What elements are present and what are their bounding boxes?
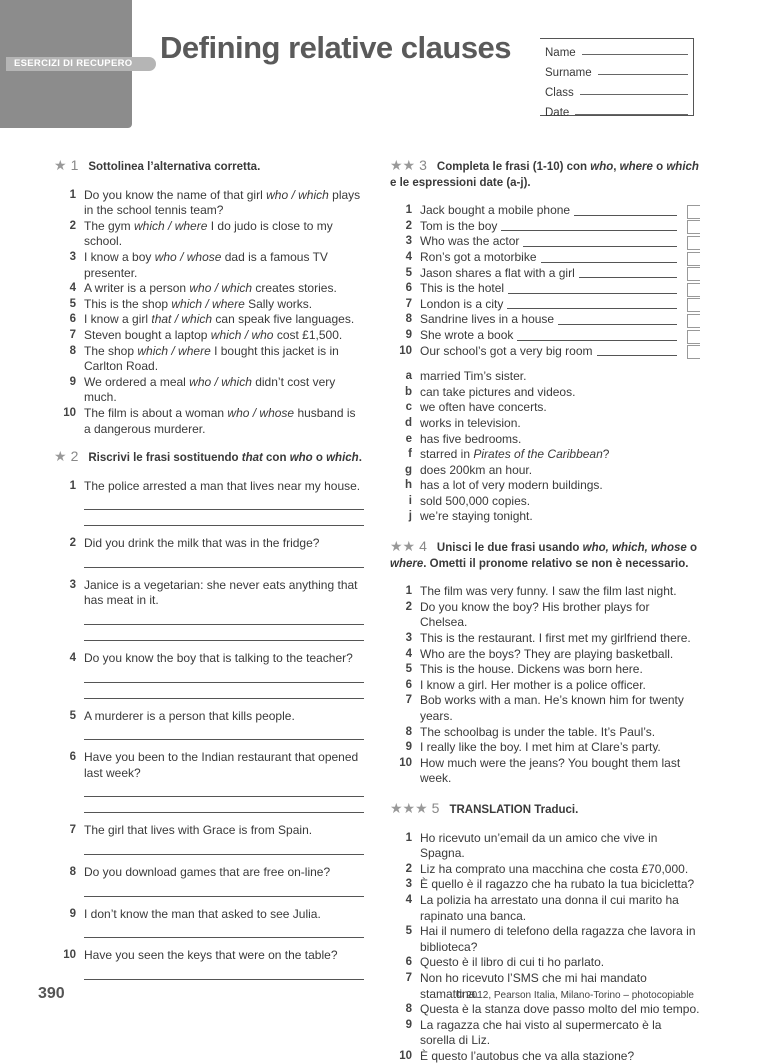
item-text: Questa è la stanza dove passo molto del mio tempo.	[420, 1002, 700, 1017]
exercise-2-item	[54, 651, 364, 667]
answer-line[interactable]	[597, 355, 677, 356]
item-number: 3	[69, 250, 76, 263]
item-number: 4	[405, 250, 412, 263]
item-text: I really like the boy. I met him at Clare’s party.	[420, 740, 661, 755]
item-number: 7	[405, 297, 412, 310]
exercise-3-item	[390, 203, 700, 219]
exercise-5-item	[390, 924, 700, 955]
exercise-2-item	[54, 907, 364, 923]
answer-box[interactable]	[687, 205, 700, 219]
answer-line[interactable]	[84, 964, 364, 980]
item-text: I know a boy who / whose dad is a famous TV presenter.	[84, 249, 328, 280]
item-number: 3	[405, 235, 412, 248]
item-number: 3	[69, 578, 76, 591]
item-text: does 200km an hour.	[420, 462, 533, 477]
item-number: i	[408, 494, 412, 507]
answer-line[interactable]	[579, 277, 677, 278]
answer-box[interactable]	[687, 267, 700, 281]
item-number: 9	[405, 328, 412, 341]
exercise-1-item	[54, 250, 364, 281]
item-number: 7	[69, 824, 76, 837]
item-spacer	[54, 813, 364, 823]
answer-box[interactable]	[687, 298, 700, 312]
exercise-5-heading: ★★★ 5 TRANSLATION Traduci.	[390, 799, 579, 816]
item-text: A writer is a person who / which creates stories.	[84, 281, 337, 296]
item-number: 3	[405, 878, 412, 891]
item-spacer	[54, 938, 364, 948]
item-number: 5	[405, 925, 412, 938]
item-text: This is the restaurant. I first met my girlfriend there.	[420, 631, 691, 646]
item-number: 4	[69, 652, 76, 665]
item-number: b	[404, 385, 412, 398]
item-text: A murderer is a person that kills people.	[84, 708, 295, 723]
item-text: Liz ha comprato una macchina che costa £70,000.	[420, 861, 689, 876]
exercise-4-item	[390, 631, 700, 647]
item-number: 6	[405, 678, 412, 691]
item-spacer	[54, 897, 364, 907]
item-number: 10	[399, 756, 412, 769]
exercise-2-item	[54, 865, 364, 881]
item-number: 4	[405, 647, 412, 660]
item-text: La ragazza che hai visto al supermercato è la sorella di Liz.	[420, 1017, 662, 1048]
item-text: The police arrested a man that lives near my house.	[84, 478, 361, 493]
answer-line[interactable]	[84, 510, 364, 526]
exercise-3-item	[390, 250, 700, 266]
answer-line[interactable]	[84, 781, 364, 797]
exercise-1-item	[54, 344, 364, 375]
item-number: 2	[405, 219, 412, 232]
exercise-2-item	[54, 578, 364, 609]
exercise-2-list	[54, 479, 364, 990]
item-text: Do you know the boy? His brother plays for Chelsea.	[420, 599, 650, 630]
exercise-5-item	[390, 1018, 700, 1049]
answer-line[interactable]	[501, 230, 677, 231]
exercise-1-item	[54, 188, 364, 219]
item-number: 2	[69, 219, 76, 232]
item-text: È questo l’autobus che va alla stazione?	[420, 1048, 635, 1063]
exercise-3-option	[390, 385, 700, 401]
item-text: Jack bought a mobile phone	[420, 203, 571, 218]
item-text: Sandrine lives in a house	[420, 312, 555, 327]
item-number: 10	[399, 344, 412, 357]
answer-line[interactable]	[558, 324, 677, 325]
item-number: j	[408, 510, 412, 523]
exercise-3-option	[390, 400, 700, 416]
answer-line[interactable]	[84, 625, 364, 641]
item-spacer	[54, 699, 364, 709]
item-text: works in television.	[420, 415, 521, 430]
exercise-4-item	[390, 584, 700, 600]
item-text: Do you know the boy that is talking to the teacher?	[84, 651, 353, 666]
exercise-4-item	[390, 740, 700, 756]
item-number: 1	[69, 188, 76, 201]
item-number: 10	[399, 1049, 412, 1062]
item-text: Did you drink the milk that was in the fridge?	[84, 536, 320, 551]
exercise-3-item	[390, 266, 700, 282]
item-number: 1	[405, 204, 412, 217]
answer-line[interactable]	[84, 494, 364, 510]
item-text: Our school’s got a very big room	[420, 343, 593, 358]
exercise-4-list	[390, 584, 700, 787]
item-number: 7	[69, 328, 76, 341]
item-number: g	[404, 463, 412, 476]
item-text: Ho ricevuto un’email da un amico che vive in Spagna.	[420, 830, 658, 861]
exercise-2-heading: ★ 2 Riscrivi le frasi sostituendo that con who o which.	[54, 448, 362, 465]
exercise-2-item	[54, 479, 364, 495]
item-number: 6	[405, 282, 412, 295]
item-text: We ordered a meal who / which didn’t cost very much.	[84, 374, 336, 405]
item-spacer	[54, 568, 364, 578]
exercise-3-item	[390, 344, 700, 360]
exercise-4-item	[390, 693, 700, 724]
copyright-notice: © 2012, Pearson Italia, Milano-Torino – photocopiable	[455, 990, 694, 1001]
item-text: sold 500,000 copies.	[420, 493, 531, 508]
exercise-5-item	[390, 955, 700, 971]
item-text: She wrote a book	[420, 327, 514, 342]
exercise-3-item	[390, 234, 700, 250]
exercise-1-heading: ★ 1 Sottolinea l’alternativa corretta.	[54, 157, 261, 173]
answer-line[interactable]	[517, 340, 677, 341]
item-number: 8	[69, 344, 76, 357]
item-text: I know a girl. Her mother is a police officer.	[420, 677, 646, 692]
exercise-5-item	[390, 831, 700, 862]
answer-line[interactable]	[84, 881, 364, 897]
item-spacer	[54, 855, 364, 865]
item-number: 4	[405, 893, 412, 906]
answer-box[interactable]	[687, 314, 700, 328]
section-tag: ESERCIZI DI RECUPERO	[6, 57, 156, 71]
item-number: 2	[405, 862, 412, 875]
item-number: 1	[69, 479, 76, 492]
item-text: How much were the jeans? You bought them last week.	[420, 755, 681, 786]
exercise-3-option	[390, 494, 700, 510]
item-text: Who was the actor	[420, 234, 520, 249]
item-number: d	[404, 416, 412, 429]
item-text: Hai il numero di telefono della ragazza che lavora in biblioteca?	[420, 924, 696, 954]
item-spacer	[54, 641, 364, 651]
exercise-3-option	[390, 478, 700, 494]
left-column	[54, 158, 364, 990]
answer-line[interactable]	[84, 797, 364, 813]
item-text: The gym which / where I do judo is close to my school.	[84, 218, 333, 249]
exercise-4-item	[390, 647, 700, 663]
item-text: The film was very funny. I saw the film last night.	[420, 584, 677, 599]
exercise-3-item	[390, 328, 700, 344]
exercise-4-item	[390, 600, 700, 631]
answer-line[interactable]	[507, 308, 677, 309]
item-text: married Tim’s sister.	[420, 369, 527, 384]
item-text: has five bedrooms.	[420, 431, 522, 446]
item-text: The film is about a woman who / whose husband is a dangerous murderer.	[84, 405, 356, 436]
item-number: 1	[405, 585, 412, 598]
item-number: 5	[405, 663, 412, 676]
exercise-1-item	[54, 406, 364, 437]
exercise-1-item	[54, 312, 364, 328]
item-text: Have you seen the keys that were on the table?	[84, 948, 338, 963]
item-text: This is the hotel	[420, 281, 505, 296]
item-number: 5	[69, 297, 76, 310]
item-text: Steven bought a laptop which / who cost £1,500.	[84, 327, 343, 342]
exercise-5-item	[390, 862, 700, 878]
item-number: 6	[69, 751, 76, 764]
item-text: Ron’s got a motorbike	[420, 249, 537, 264]
item-text: Tom is the boy	[420, 218, 498, 233]
item-text: This is the house. Dickens was born here.	[420, 662, 643, 677]
item-text: È quello è il ragazzo che ha rubato la tua bicicletta?	[420, 877, 695, 892]
item-number: h	[404, 479, 412, 492]
answer-line[interactable]	[84, 724, 364, 740]
answer-line[interactable]	[84, 922, 364, 938]
item-number: 2	[405, 600, 412, 613]
answer-line[interactable]	[84, 609, 364, 625]
item-text: Have you been to the Indian restaurant that opened last week?	[84, 750, 359, 780]
item-text: we often have concerts.	[420, 400, 547, 415]
item-spacer	[54, 740, 364, 750]
page-title: Defining relative clauses	[160, 30, 512, 65]
item-text: Do you know the name of that girl who / which plays in the school tennis team?	[84, 187, 361, 218]
exercise-2-item	[54, 823, 364, 839]
item-text: has a lot of very modern buildings.	[420, 478, 603, 493]
answer-box[interactable]	[687, 220, 700, 234]
right-column	[390, 158, 700, 1064]
exercise-5-item	[390, 1002, 700, 1018]
exercise-3-option	[390, 369, 700, 385]
date-field[interactable]: Date	[540, 99, 693, 119]
student-info-box	[540, 38, 694, 119]
answer-box[interactable]	[687, 236, 700, 250]
answer-line[interactable]	[508, 293, 677, 294]
exercise-3-option	[390, 416, 700, 432]
exercise-3-item	[390, 312, 700, 328]
item-number: 4	[69, 282, 76, 295]
item-text: London is a city	[420, 296, 504, 311]
exercise-5-item	[390, 893, 700, 924]
answer-box[interactable]	[687, 283, 700, 297]
exercise-2-item	[54, 709, 364, 725]
exercise-3-option	[390, 509, 700, 525]
item-number: 8	[405, 725, 412, 738]
exercise-1-list	[54, 188, 364, 438]
item-number: 10	[63, 949, 76, 962]
item-number: e	[405, 432, 412, 445]
item-spacer	[54, 980, 364, 990]
item-number: 5	[69, 709, 76, 722]
exercise-3-option	[390, 463, 700, 479]
exercise-3-options	[390, 369, 700, 525]
exercise-3-item	[390, 281, 700, 297]
item-number: 5	[405, 266, 412, 279]
exercise-4-item	[390, 725, 700, 741]
answer-line[interactable]	[84, 667, 364, 683]
item-text: Janice is a vegetarian: she never eats anything that has meat in it.	[84, 577, 358, 608]
item-number: 8	[405, 1003, 412, 1016]
item-number: 8	[69, 866, 76, 879]
name-field[interactable]: Name	[540, 39, 693, 59]
item-number: 9	[69, 375, 76, 388]
exercise-2-item	[54, 750, 364, 781]
exercise-2-item	[54, 948, 364, 964]
item-text: Non ho ricevuto l’SMS che mi hai mandato stamattina.	[420, 970, 647, 1001]
item-text: The schoolbag is under the table. It’s Paul’s.	[420, 724, 656, 739]
item-text: The shop which / where I bought this jacket is in Carlton Road.	[84, 343, 339, 374]
exercise-3-option	[390, 432, 700, 448]
answer-line[interactable]	[574, 215, 677, 216]
item-number: 6	[69, 313, 76, 326]
item-text: Who are the boys? They are playing basketball.	[420, 646, 674, 661]
answer-line[interactable]	[84, 552, 364, 568]
answer-box[interactable]	[687, 330, 700, 344]
exercise-1-item	[54, 375, 364, 406]
item-text: Jason shares a flat with a girl	[420, 265, 575, 280]
item-text: starred in Pirates of the Caribbean?	[420, 447, 610, 462]
exercise-4-item	[390, 662, 700, 678]
exercise-4-item	[390, 756, 700, 787]
answer-line[interactable]	[523, 246, 677, 247]
exercise-3-option	[390, 447, 700, 463]
exercise-3-heading: ★★ 3 Completa le frasi (1-10) con who, where o which e le espressioni date (a-j).	[390, 157, 699, 189]
item-text: This is the shop which / where Sally works.	[84, 296, 313, 311]
answer-line[interactable]	[541, 262, 677, 263]
answer-line[interactable]	[84, 683, 364, 699]
item-number: 7	[405, 694, 412, 707]
exercise-5-item	[390, 1049, 700, 1064]
item-text: Bob works with a man. He’s known him for twenty years.	[420, 693, 684, 723]
exercise-5-item	[390, 877, 700, 893]
item-text: I know a girl that / which can speak five languages.	[84, 312, 355, 327]
item-number: 7	[405, 971, 412, 984]
item-number: 3	[405, 632, 412, 645]
surname-field[interactable]: Surname	[540, 59, 693, 79]
answer-box[interactable]	[687, 252, 700, 266]
item-number: 6	[405, 956, 412, 969]
class-field[interactable]: Class	[540, 79, 693, 99]
item-number: 9	[405, 741, 412, 754]
exercise-1-item	[54, 328, 364, 344]
exercise-4-item	[390, 678, 700, 694]
page-number: 390	[38, 985, 65, 1002]
exercise-3-list	[390, 203, 700, 359]
item-number: 8	[405, 313, 412, 326]
item-text: Questo è il libro di cui ti ho parlato.	[420, 955, 605, 970]
item-number: 9	[69, 907, 76, 920]
exercise-5-list	[390, 831, 700, 1064]
item-number: 2	[69, 537, 76, 550]
exercise-1-item	[54, 297, 364, 313]
item-text: The girl that lives with Grace is from Spain.	[84, 823, 313, 838]
exercise-1-item	[54, 219, 364, 250]
item-number: c	[405, 401, 412, 414]
item-number: a	[405, 370, 412, 383]
exercise-4-heading: ★★ 4 Unisci le due frasi usando who, which, whose o where. Ometti il pronome relativo se non è necessario.	[390, 538, 698, 570]
item-number: f	[408, 448, 412, 461]
item-text: can take pictures and videos.	[420, 384, 576, 399]
item-text: Do you download games that are free on-line?	[84, 865, 331, 880]
item-spacer	[54, 526, 364, 536]
item-text: La polizia ha arrestato una donna il cui marito ha rapinato una banca.	[420, 892, 679, 923]
exercise-1-item	[54, 281, 364, 297]
item-number: 9	[405, 1018, 412, 1031]
answer-box[interactable]	[687, 345, 700, 359]
item-number: 1	[405, 831, 412, 844]
item-text: I don’t know the man that asked to see Julia.	[84, 906, 321, 921]
answer-line[interactable]	[84, 839, 364, 855]
exercise-3-item	[390, 219, 700, 235]
item-text: we’re staying tonight.	[420, 509, 533, 524]
item-number: 10	[63, 406, 76, 419]
exercise-3-item	[390, 297, 700, 313]
exercise-2-item	[54, 536, 364, 552]
